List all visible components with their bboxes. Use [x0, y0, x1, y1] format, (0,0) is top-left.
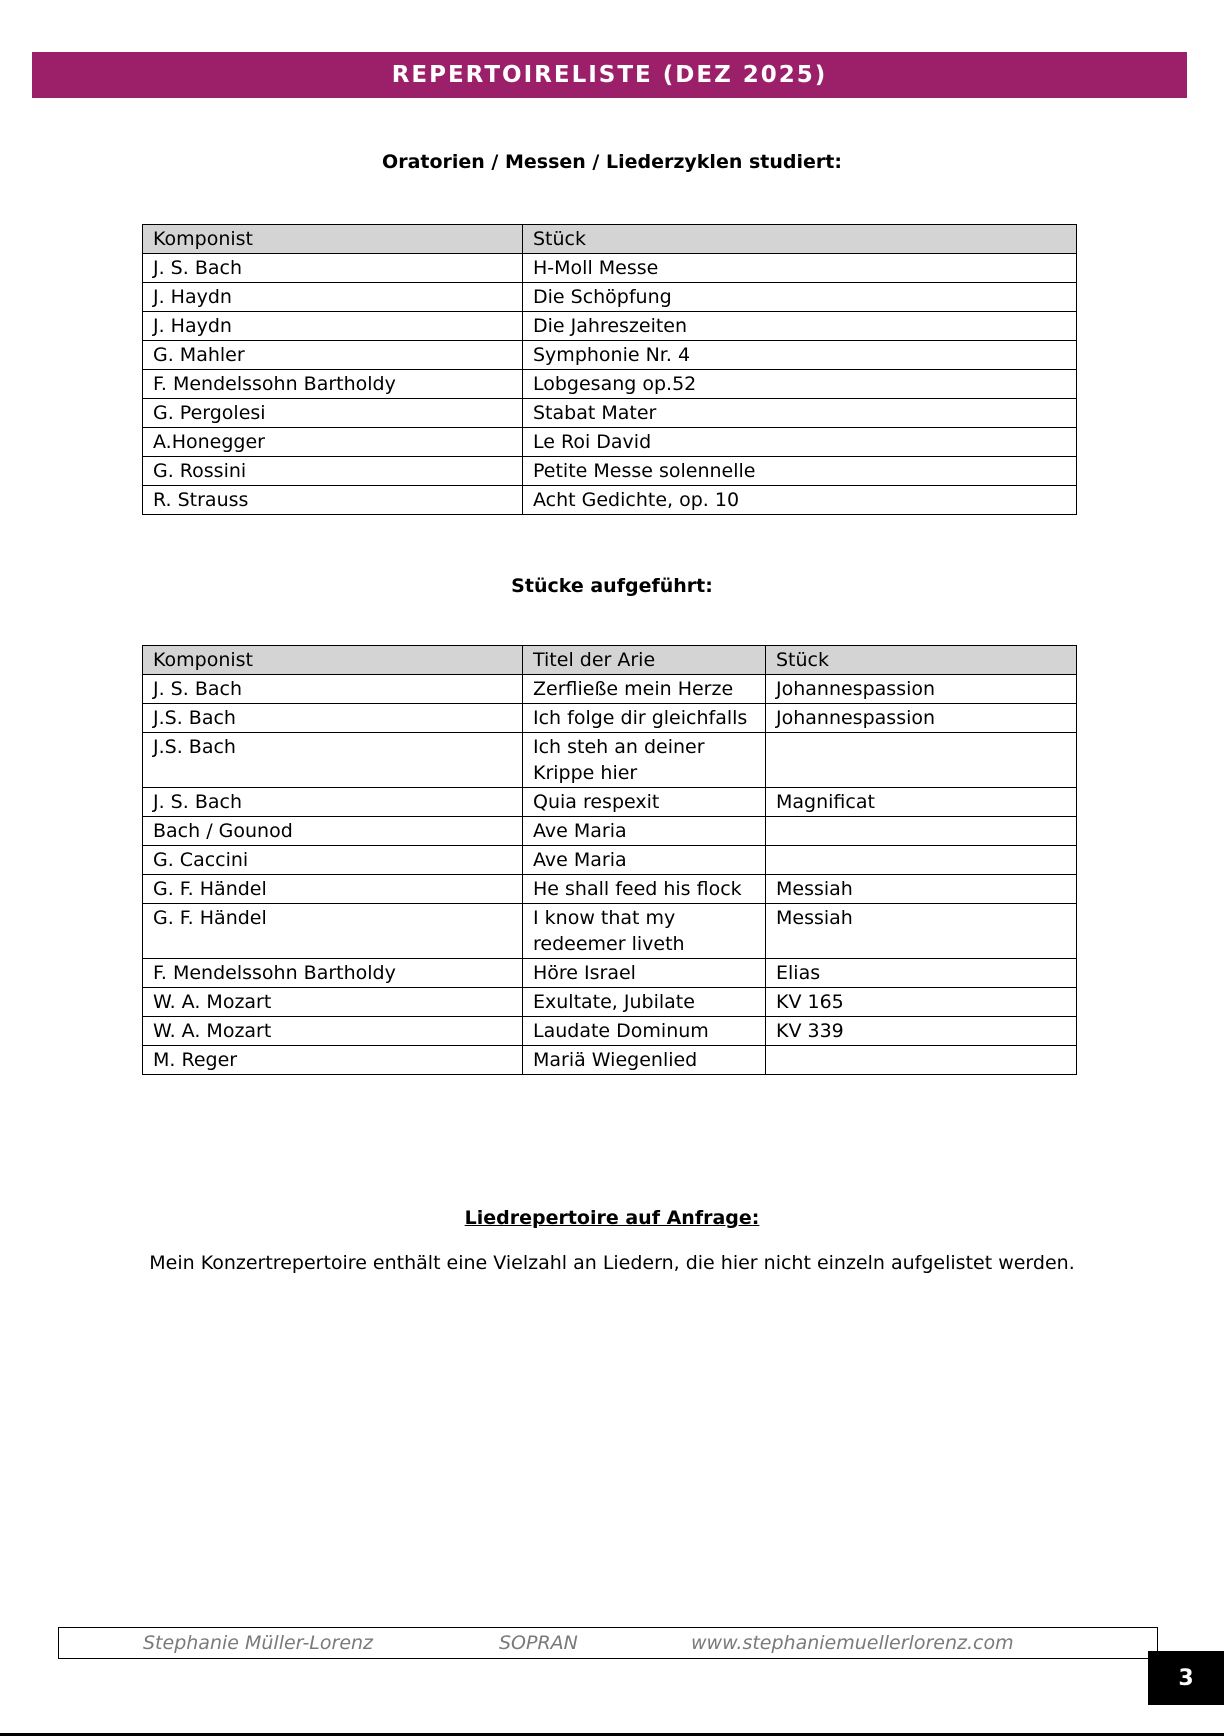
column-header: Titel der Arie: [523, 646, 766, 675]
piece-cell: Symphonie Nr. 4: [523, 341, 1077, 370]
composer-cell: J. S. Bach: [143, 675, 523, 704]
page-banner: [32, 52, 1187, 98]
aria-cell: Quia respexit: [523, 788, 766, 817]
page-footer: [58, 1627, 1158, 1659]
table-header-row: [143, 646, 1077, 675]
piece-cell: Lobgesang op.52: [523, 370, 1077, 399]
piece-cell: Magnificat: [766, 788, 1077, 817]
composer-cell: F. Mendelssohn Bartholdy: [143, 370, 523, 399]
studied-table: [142, 224, 1077, 515]
footer-name: Stephanie Müller-Lorenz: [143, 1632, 374, 1654]
table-header-row: [143, 225, 1077, 254]
aria-cell: Mariä Wiegenlied: [523, 1046, 766, 1075]
table-row: [143, 733, 1077, 788]
table-row: [143, 399, 1077, 428]
aria-cell: Ich steh an deiner Krippe hier: [523, 733, 766, 788]
piece-cell: Elias: [766, 959, 1077, 988]
aria-cell: Ave Maria: [523, 817, 766, 846]
table-row: [143, 486, 1077, 515]
composer-cell: J. S. Bach: [143, 788, 523, 817]
aria-cell: Laudate Dominum: [523, 1017, 766, 1046]
column-header: Komponist: [143, 225, 523, 254]
aria-cell: I know that my redeemer liveth: [523, 904, 766, 959]
table-row: [143, 254, 1077, 283]
studied-heading: Oratorien / Messen / Liederzyklen studiert:: [382, 151, 842, 173]
aria-cell: Zerfließe mein Herze: [523, 675, 766, 704]
piece-cell: [766, 1046, 1077, 1075]
piece-cell: Messiah: [766, 875, 1077, 904]
table-row: [143, 283, 1077, 312]
performed-heading: Stücke aufgeführt:: [511, 575, 713, 597]
composer-cell: J.S. Bach: [143, 733, 523, 788]
piece-cell: H-Moll Messe: [523, 254, 1077, 283]
piece-cell: Johannespassion: [766, 675, 1077, 704]
composer-cell: J.S. Bach: [143, 704, 523, 733]
composer-cell: J. Haydn: [143, 283, 523, 312]
composer-cell: W. A. Mozart: [143, 1017, 523, 1046]
composer-cell: G. Mahler: [143, 341, 523, 370]
composer-cell: G. F. Händel: [143, 904, 523, 959]
composer-cell: G. Pergolesi: [143, 399, 523, 428]
composer-cell: A.Honegger: [143, 428, 523, 457]
piece-cell: [766, 733, 1077, 788]
table-row: [143, 370, 1077, 399]
aria-cell: Ave Maria: [523, 846, 766, 875]
aria-cell: Exultate, Jubilate: [523, 988, 766, 1017]
piece-cell: KV 339: [766, 1017, 1077, 1046]
table-row: [143, 904, 1077, 959]
lied-repertoire-heading: Liedrepertoire auf Anfrage:: [464, 1207, 760, 1229]
table-row: [143, 1046, 1077, 1075]
table-row: [143, 312, 1077, 341]
footer-website: www.stephaniemuellerlorenz.com: [691, 1632, 1014, 1654]
piece-cell: Johannespassion: [766, 704, 1077, 733]
lied-repertoire-text: Mein Konzertrepertoire enthält eine Vielzahl an Liedern, die hier nicht einzeln aufgelistet werden.: [149, 1252, 1075, 1274]
table-row: [143, 675, 1077, 704]
composer-cell: G. Rossini: [143, 457, 523, 486]
composer-cell: J. S. Bach: [143, 254, 523, 283]
composer-cell: G. F. Händel: [143, 875, 523, 904]
table-row: [143, 457, 1077, 486]
piece-cell: Messiah: [766, 904, 1077, 959]
composer-cell: F. Mendelssohn Bartholdy: [143, 959, 523, 988]
piece-cell: Stabat Mater: [523, 399, 1077, 428]
table-row: [143, 817, 1077, 846]
composer-cell: J. Haydn: [143, 312, 523, 341]
piece-cell: KV 165: [766, 988, 1077, 1017]
aria-cell: He shall feed his flock: [523, 875, 766, 904]
table-row: [143, 341, 1077, 370]
table-row: [143, 428, 1077, 457]
table-row: [143, 959, 1077, 988]
aria-cell: Höre Israel: [523, 959, 766, 988]
footer-voice: SOPRAN: [499, 1632, 578, 1654]
column-header: Komponist: [143, 646, 523, 675]
piece-cell: Le Roi David: [523, 428, 1077, 457]
piece-cell: Acht Gedichte, op. 10: [523, 486, 1077, 515]
page-number: 3: [1148, 1651, 1224, 1705]
table-row: [143, 846, 1077, 875]
table-row: [143, 1017, 1077, 1046]
performed-table: [142, 645, 1077, 1075]
column-header: Stück: [523, 225, 1077, 254]
piece-cell: Die Jahreszeiten: [523, 312, 1077, 341]
banner-title: REPERTOIRELISTE (DEZ 2025): [391, 62, 828, 88]
piece-cell: [766, 817, 1077, 846]
table-row: [143, 704, 1077, 733]
composer-cell: Bach / Gounod: [143, 817, 523, 846]
table-row: [143, 988, 1077, 1017]
piece-cell: [766, 846, 1077, 875]
table-row: [143, 788, 1077, 817]
piece-cell: Die Schöpfung: [523, 283, 1077, 312]
aria-cell: Ich folge dir gleichfalls: [523, 704, 766, 733]
column-header: Stück: [766, 646, 1077, 675]
composer-cell: R. Strauss: [143, 486, 523, 515]
composer-cell: M. Reger: [143, 1046, 523, 1075]
table-row: [143, 875, 1077, 904]
piece-cell: Petite Messe solennelle: [523, 457, 1077, 486]
composer-cell: G. Caccini: [143, 846, 523, 875]
composer-cell: W. A. Mozart: [143, 988, 523, 1017]
